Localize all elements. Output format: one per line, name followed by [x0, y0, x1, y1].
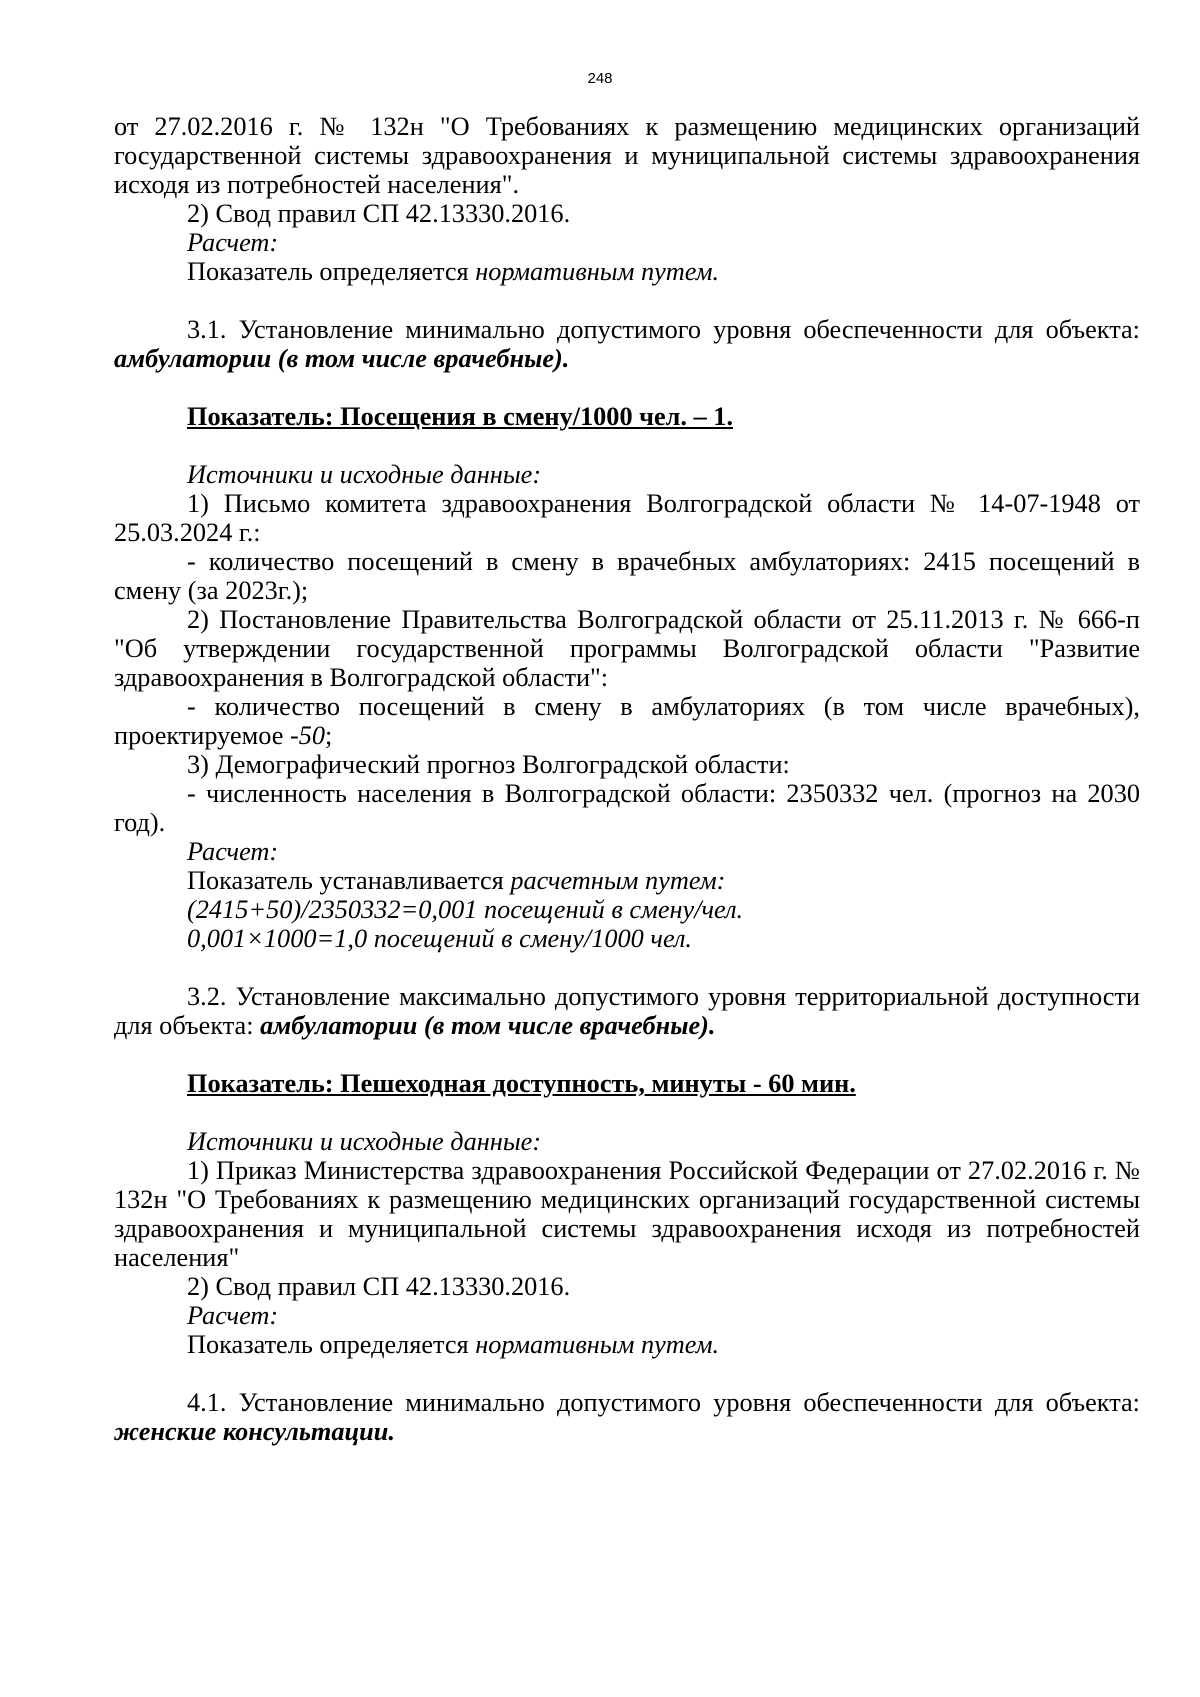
indicator-heading-visits: Показатель: Посещения в смену/1000 чел. – 1.	[187, 402, 734, 431]
spacer	[114, 431, 1140, 460]
source-item-2-detail: - количество посещений в смену в амбулаториях (в том числе врачебных), проектируемое -50;	[114, 692, 1140, 750]
source-item-3: 3) Демографический прогноз Волгоградской области:	[187, 750, 790, 779]
indicator-heading-walking: Показатель: Пешеходная доступность, минуты - 60 мин.	[187, 1069, 856, 1098]
calculation-label: Расчет:	[187, 1301, 279, 1330]
paragraph-calculation-method: Показатель определяется нормативным путем.	[187, 257, 720, 286]
paragraph-order-continuation: от 27.02.2016 г. № 132н "О Требованиях к размещению медицинских организаций государственной системы здравоохранения и муниципальной системы здравоохранения исходя из потребностей населения".	[114, 112, 1140, 199]
section-3-1: 3.1. Установление минимально допустимого уровня обеспеченности для объекта: амбулатории (в том числе врачебные).	[114, 315, 1140, 373]
calculation-label: Расчет:	[187, 837, 279, 866]
section-4-1: 4.1. Установление минимально допустимого уровня обеспеченности для объекта: женские консультации.	[114, 1388, 1140, 1446]
object-name: амбулатории (в том числе врачебные).	[260, 1011, 716, 1040]
source-item-2: 2) Постановление Правительства Волгоградской области от 25.11.2013 г. № 666-п "Об утверждении государственной программы Волгоградской области "Развитие здравоохранения в Волгоградской области":	[114, 605, 1140, 692]
page-number: 248	[587, 70, 613, 87]
source-item-2: 2) Свод правил СП 42.13330.2016.	[187, 1272, 571, 1301]
source-item-1-detail: - количество посещений в смену в врачебных амбулаториях: 2415 посещений в смену (за 2023г.);	[114, 547, 1140, 605]
paragraph-calculation-method: Показатель определяется нормативным путем.	[187, 1330, 720, 1359]
object-name: амбулатории (в том числе врачебные).	[114, 344, 570, 373]
spacer	[114, 1098, 1140, 1127]
spacer	[114, 953, 1140, 982]
source-item-1: 1) Приказ Министерства здравоохранения Российской Федерации от 27.02.2016 г. № 132н "О Требованиях к размещению медицинских организаций государственной системы здравоохранения и муниципальной системы здравоохранения исходя из потребностей населения"	[114, 1156, 1140, 1272]
spacer	[114, 1040, 1140, 1069]
sources-label: Источники и исходные данные:	[187, 460, 542, 489]
spacer	[114, 286, 1140, 315]
formula-line-1: (2415+50)/2350332=0,001 посещений в смену/чел.	[187, 895, 744, 924]
document-body	[114, 112, 1140, 1446]
source-item-3-detail: - численность населения в Волгоградской области: 2350332 чел. (прогноз на 2030 год).	[114, 779, 1140, 837]
sources-label: Источники и исходные данные:	[187, 1127, 542, 1156]
calculation-label: Расчет:	[187, 228, 279, 257]
section-3-2: 3.2. Установление максимально допустимого уровня территориальной доступности для объекта: амбулатории (в том числе врачебные).	[114, 982, 1140, 1040]
formula-line-2: 0,001×1000=1,0 посещений в смену/1000 чел.	[187, 924, 692, 953]
object-name: женские консультации.	[114, 1417, 395, 1446]
paragraph-calculation-method: Показатель устанавливается расчетным путем:	[187, 866, 726, 895]
spacer	[114, 1359, 1140, 1388]
spacer	[114, 373, 1140, 402]
source-item-1: 1) Письмо комитета здравоохранения Волгоградской области № 14-07-1948 от 25.03.2024 г.:	[114, 489, 1140, 547]
paragraph-rules-code: 2) Свод правил СП 42.13330.2016.	[187, 199, 571, 228]
